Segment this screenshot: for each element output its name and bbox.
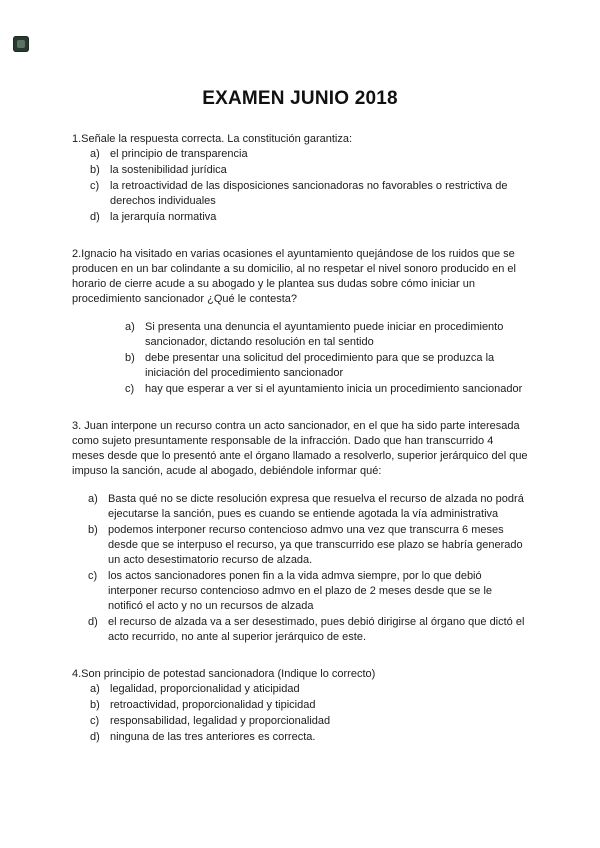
option-row [72, 615, 528, 645]
option-text: retroactividad, proporcionalidad y tipicidad [110, 699, 316, 711]
option-label: d) [88, 616, 98, 628]
page-title: EXAMEN JUNIO 2018 [202, 88, 398, 109]
question-text: 3. Juan interpone un recurso contra un acto sancionador, en el que ha sido parte interesada como sujeto presuntamente responsable de la infracción. Dado que han transcurrido 4 meses desde que lo presentó ante el órgano llamado a resolverlo, superior jerárquico del que impuso la sanción, acude al abogado, debiéndole informar qué: [72, 420, 528, 477]
question-text: 4.Son principio de potestad sancionadora (Indique lo correcto) [72, 668, 376, 680]
option-row [72, 163, 528, 178]
question-1 [72, 132, 528, 225]
option-label: b) [90, 699, 100, 711]
option-row [72, 698, 528, 713]
option-row [72, 382, 528, 397]
options-list [72, 682, 528, 745]
question-2 [72, 247, 528, 397]
option-text: legalidad, proporcionalidad y aticipidad [110, 683, 300, 695]
options-list [72, 147, 528, 225]
option-text: la sostenibilidad jurídica [110, 164, 227, 176]
option-label: a) [88, 493, 98, 505]
option-row [72, 351, 528, 381]
option-label: b) [125, 352, 135, 364]
option-text: ninguna de las tres anteriores es correcta. [110, 731, 316, 743]
option-label: a) [125, 321, 135, 333]
option-label: d) [90, 211, 100, 223]
question-text: 2.Ignacio ha visitado en varias ocasiones el ayuntamiento quejándose de los ruidos que se producen en un bar colindante a su domicilio, al no respetar el nivel sonoro producido en el horario de cierre acude a su abogado y le plantea sus dudas sobre cómo iniciar un procedimiento sancionador ¿Qué le contesta? [72, 248, 516, 305]
option-text: los actos sancionadores ponen fin a la vida admva siempre, por lo que debió interponer recurso contencioso admvo en el plazo de 2 meses desde que se le notificó el acto y no un recursos de alzada [108, 570, 493, 612]
option-label: a) [90, 683, 100, 695]
option-label: c) [125, 383, 135, 395]
option-text: el recurso de alzada va a ser desestimado, pues debió dirigirse al órgano que dictó el acto recurrido, no ante al superior jerárquico de este. [108, 616, 525, 643]
option-row [72, 210, 528, 225]
options-list [72, 320, 528, 397]
option-label: c) [90, 715, 100, 727]
option-row [72, 569, 528, 614]
document-badge-icon [13, 36, 29, 52]
option-text: Si presenta una denuncia el ayuntamiento puede iniciar en procedimiento sancionador, dictando resolución en tal sentido [145, 321, 504, 348]
option-text: responsabilidad, legalidad y proporcionalidad [110, 715, 331, 727]
option-text: hay que esperar a ver si el ayuntamiento inicia un procedimiento sancionador [145, 383, 523, 395]
option-row [72, 523, 528, 568]
question-3 [72, 419, 528, 645]
option-label: c) [88, 570, 98, 582]
option-row [72, 492, 528, 522]
option-label: b) [88, 524, 98, 536]
option-text: la retroactividad de las disposiciones sancionadoras no favorables o restrictiva de derechos individuales [110, 180, 508, 207]
option-row [72, 730, 528, 745]
option-row [72, 179, 528, 209]
options-list [72, 492, 528, 645]
option-row [72, 682, 528, 697]
option-row [72, 320, 528, 350]
option-row [72, 714, 528, 729]
option-label: d) [90, 731, 100, 743]
option-text: Basta qué no se dicte resolución expresa que resuelva el recurso de alzada no podrá ejecutarse la sanción, pues es cuando se entiende agotada la vía administrativa [108, 493, 524, 520]
option-text: debe presentar una solicitud del procedimiento para que se produzca la iniciación del procedimiento sancionador [145, 352, 495, 379]
option-text: la jerarquía normativa [110, 211, 217, 223]
question-text: 1.Señale la respuesta correcta. La constitución garantiza: [72, 133, 353, 145]
option-text: podemos interponer recurso contencioso admvo una vez que transcurra 6 meses desde que se interpuso el recurso, ya que transcurrido ese plazo se habría generado un acto desestimatorio recurso de alzada. [108, 524, 523, 566]
option-label: c) [90, 180, 100, 192]
option-label: b) [90, 164, 100, 176]
question-4 [72, 667, 528, 745]
option-text: el principio de transparencia [110, 148, 248, 160]
option-label: a) [90, 148, 100, 160]
option-row [72, 147, 528, 162]
